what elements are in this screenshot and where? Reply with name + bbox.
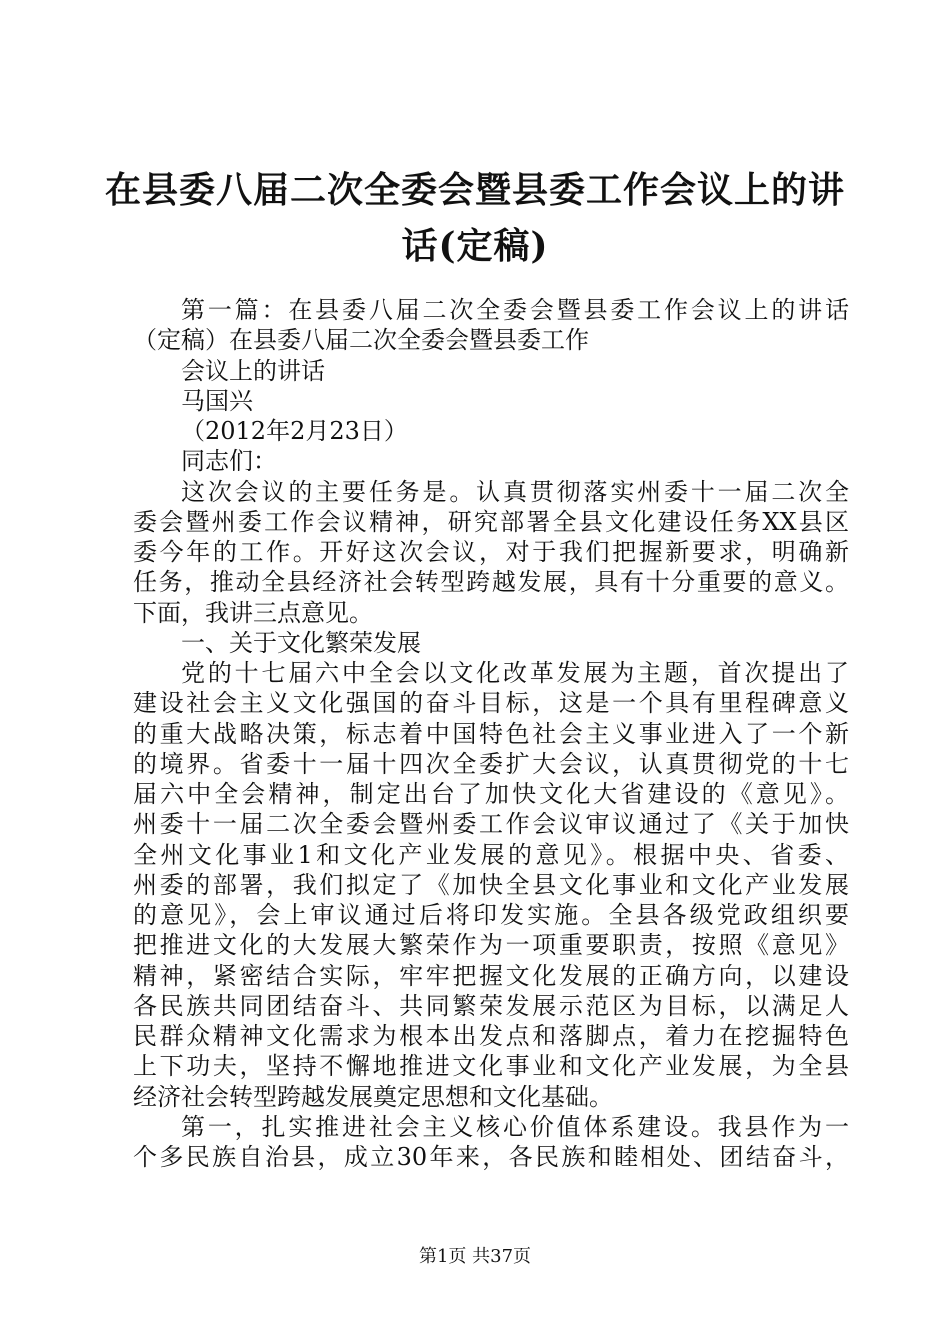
- body-line: 个多民族自治县，成立30年来，各民族和睦相处、团结奋斗，: [133, 1143, 849, 1171]
- body-line: 届六中全会精神，制定出台了加快文化大省建设的《意见》。: [133, 780, 849, 808]
- body-line: 民群众精神文化需求为根本出发点和落脚点，着力在挖掘特色: [133, 1022, 849, 1050]
- body-line: 的境界。省委十一届十四次全委扩大会议，认真贯彻党的十七: [133, 749, 849, 778]
- body-line: 委会暨州委工作会议精神，研究部署全县文化建设任务XX县区: [133, 507, 849, 536]
- body-line: 上下功夫，坚持不懈地推进文化事业和文化产业发展，为全县: [133, 1052, 849, 1081]
- body-line: 这次会议的主要任务是。认真贯彻落实州委十一届二次全: [181, 477, 849, 506]
- document-title-line-1: 在县委八届二次全委会暨县委工作会议上的讲: [104, 169, 845, 211]
- body-line: 的意见》，会上审议通过后将印发实施。全县各级党政组织要: [133, 901, 849, 929]
- body-line: 会议上的讲话: [181, 356, 325, 385]
- body-line: 精神，紧密结合实际，牢牢把握文化发展的正确方向，以建设: [133, 961, 849, 990]
- body-line: 委今年的工作。开好这次会议，对于我们把握新要求，明确新: [133, 538, 849, 566]
- page-number-footer: 第1页 共37页: [418, 1246, 532, 1267]
- body-line: 州委十一届二次全委会暨州委工作会议审议通过了《关于加快: [133, 810, 849, 839]
- body-line: 州委的部署，我们拟定了《加快全县文化事业和文化产业发展: [133, 870, 849, 899]
- author-name: 马国兴: [181, 386, 253, 415]
- body-line: （定稿）在县委八届二次全委会暨县委工作: [133, 326, 589, 355]
- body-line: 第一，扎实推进社会主义核心价值体系建设。我县作为一: [181, 1112, 849, 1141]
- body-line: 任务，推动全县经济社会转型跨越发展，具有十分重要的意义。: [133, 568, 849, 597]
- speech-date: （2012年2月23日）: [181, 417, 408, 445]
- body-line: 第一篇：在县委八届二次全委会暨县委工作会议上的讲话: [181, 296, 849, 324]
- body-line: 下面，我讲三点意见。: [133, 598, 373, 627]
- body-line: 经济社会转型跨越发展奠定思想和文化基础。: [133, 1082, 613, 1111]
- document-body: [133, 295, 849, 1172]
- body-line: 建设社会主义文化强国的奋斗目标，这是一个具有里程碑意义: [133, 689, 849, 718]
- body-line: 的重大战略决策，标志着中国特色社会主义事业进入了一个新: [133, 719, 849, 748]
- salutation: 同志们：: [181, 447, 277, 476]
- body-line: 全州文化事业1和文化产业发展的意见》。根据中央、省委、: [133, 840, 849, 869]
- body-line: 把推进文化的大发展大繁荣作为一项重要职责，按照《意见》: [133, 931, 849, 960]
- section-heading: 一、关于文化繁荣发展: [181, 628, 421, 657]
- document-title-line-2: 话(定稿): [401, 225, 549, 267]
- body-line: 各民族共同团结奋斗、共同繁荣发展示范区为目标，以满足人: [133, 991, 849, 1020]
- body-line: 党的十七届六中全会以文化改革发展为主题，首次提出了: [181, 659, 849, 687]
